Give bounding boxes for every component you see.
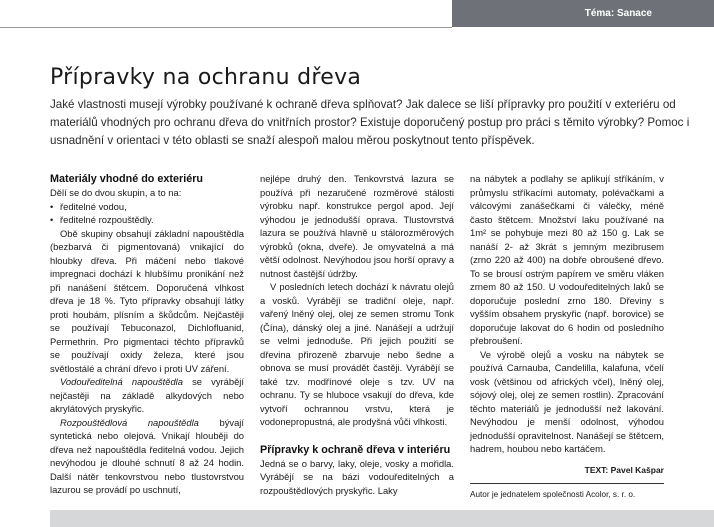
article-title: Přípravky na ochranu dřeva (50, 64, 362, 90)
paragraph: Obě skupiny obsahují základní napouštědla (bezbarvá či pigmentovaná) vnikající do hloubky dřeva. Při máčení nebo tlakové impregnaci dochází k hlubšímu pronikání než při nanášení štětcem. Doporučená vlhkost dřeva je 18 %. Tyto přípravky obsahují látky proti houbám, plísním a škůdcům. Nejčastěji se používají Tebuconazol, Dichlofluanid, Permethrin. Pro pigmentaci těchto přípravků se používají oxidy železa, které jsou světlostálé a chrání dřevo i proti UV záření. (50, 227, 244, 374)
exterior-intro: Dělí se do dvou skupin, a to na: (50, 187, 182, 198)
bottom-band (50, 510, 714, 527)
paragraph: nejlépe druhý den. Tenkovrstvá lazura se používá při nezaručené rozměrové stálosti výrobku např. konstrukce pergol apod. Její výhodou je jednodušší oprava. Tlustovrstvá lazura se používá hlavně u stálorozměrových výrobků (okna, dveře). Je omyvatelná a má větší odolnost. Nevýhodou jsou horší opravy a nutnost častější údržby. (260, 173, 454, 279)
paragraph: na nábytek a podlahy se aplikují stříkáním, v průmyslu stříkacími automaty, polévačkami a válcovými zanášečkami či válečky, méně často štětcem. Množství laku používané na 1m² se pohybuje mezi 80 až 150 g. Lak se nanáší 2- až 3krát s jemným mezibrusem (zrno 220 až 400) na dobře obroušené dřevo. To se brousí ostrým papírem ve směru vláken zrnem 80 až 150. U vodouředitelných laků se doporučuje poslední zrno 180. Dřeviny s vyšším obsahem pryskyřic (např. borovice) se doporučuje lakovat do 6 hodin od posledního přebroušení. (470, 173, 664, 346)
author-credit: TEXT: Pavel Kašpar (584, 464, 664, 475)
author-note: Autor je jednatelem společnosti Acolor, s. r. o. (470, 490, 636, 499)
bullet-item: • ředitelné vodou, (50, 200, 244, 214)
exterior-bullet-list (50, 200, 244, 227)
bullet-item: • ředitelné rozpouštědly. (50, 213, 244, 227)
paragraph: V posledních letech dochází k návratu olejů a vosků. Vyrábějí se tradiční oleje, např. vařený lněný olej, olej ze semen stromu Tonk (Čína), dánský olej a jiné. Nanášejí a udržují se velmi jednoduše. Při jejich použití se dřevina přirozeně zbarvuje nebo šedne a obnova se musí provádět častěji. Vyrábějí se také tzv. modřínové oleje s tzv. UV na ochranu. Ty se hluboce vsakují do dřeva, kde vytvoří ochrannou vrstvu, která je vodonepropustná, ale prodyšná vůči vlhkosti. (260, 281, 454, 427)
interior-heading: Přípravky k ochraně dřeva v interiéru (260, 443, 451, 456)
author-rule (470, 483, 664, 484)
article-lead: Jaké vlastnosti musejí výrobky používané k ochraně dřeva splňovat? Jak dalece se liší přípravky pro použití v exteriéru od materiálů vhodných pro ochranu dřeva do vnitřních prostor? Existuje doporučený postup pro práci s těmito výrobky? Pomoc i usnadnění v orientaci v této oblasti se snaží alespoň malou měrou poskytnout tento příspěvek. (50, 98, 690, 147)
column-3 (470, 172, 664, 502)
exterior-heading: Materiály vhodné do exteriéru (50, 173, 204, 185)
paragraph (50, 416, 244, 497)
theme-tab: Téma: Sanace (452, 0, 714, 27)
paragraph (50, 375, 244, 416)
paragraph: Ve výrobě olejů a vosku na nábytek se používá Carnauba, Candelilla, kalafuna, včelí vosk (většinou od afrických včel), lněný olej, sójový olej, olej ze semen rostlin). Zpracování těchto materiálů je jednodušší než lakování. Nevýhodou je menší odolnost, výhodou jednodušší opravitelnost. Nanášejí se štětcem, hadrem, houbou nebo kartáčem. (470, 348, 664, 454)
italic-term: Rozpouštědlová napouštědla (60, 416, 199, 428)
italic-term: Vodouředitelná napouštědla (60, 376, 183, 387)
header-rule (0, 0, 452, 28)
paragraph-text: se vyrábějí nejčastěji na základě alkydových nebo akrylátových pryskyřic. (50, 376, 244, 414)
column-2 (260, 172, 454, 497)
column-1 (50, 172, 244, 497)
paragraph-text: bývají syntetická nebo olejová. Vnikají hlouběji do dřeva než napouštědla ředitelná vodou. Jejich nevýhodou je dlouhé schnutí 8 až 24 hodin. Další nátěr tenkovrstvou nebo tlustovrstvou lazurou se provádí po uschnutí, (50, 416, 244, 495)
paragraph: Jedná se o barvy, laky, oleje, vosky a mořidla. Vyrábějí se na bázi vodouředitelných a rozpouštědlových pryskyřic. Laky (260, 457, 454, 496)
